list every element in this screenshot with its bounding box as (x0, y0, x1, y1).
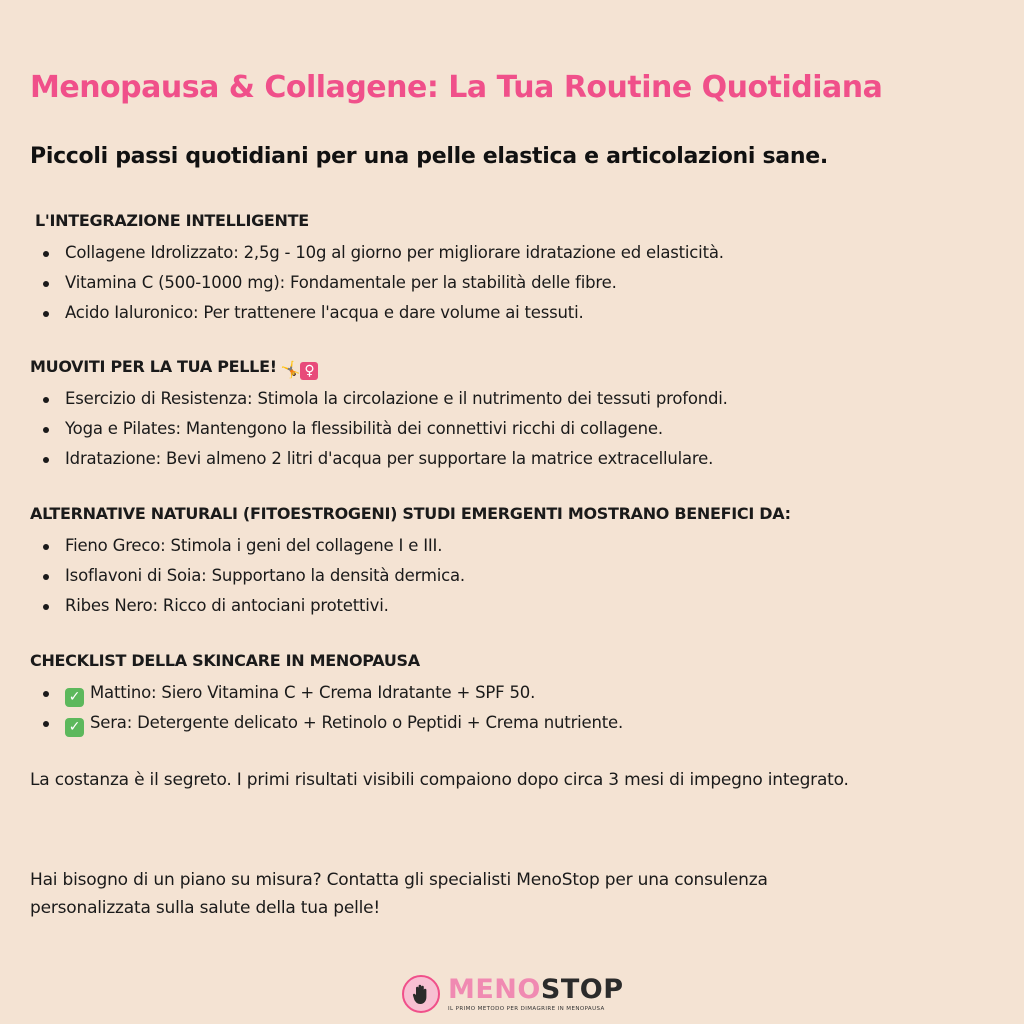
list-item: Idratazione: Bevi almeno 2 litri d'acqua per supportare la matrice extracellulare. (30, 444, 728, 474)
section-integrazione (30, 210, 724, 328)
section-heading: CHECKLIST DELLA SKINCARE IN MENOPAUSA (30, 651, 420, 670)
cta-line: personalizzata sulla salute della tua pelle! (30, 898, 381, 918)
check-mark-icon: ✓ (65, 688, 84, 707)
list-item (30, 708, 623, 738)
raised-hand-icon (402, 975, 440, 1013)
female-sign-icon: ♀ (300, 362, 318, 380)
consistency-note: La costanza è il segreto. I primi risultati visibili compaiono dopo circa 3 mesi di impegno integrato. (30, 770, 849, 790)
list-item: Ribes Nero: Ricco di antociani protettivi. (30, 591, 791, 621)
section-heading-text: MUOVITI PER LA TUA PELLE! (30, 357, 277, 376)
section-heading: ALTERNATIVE NATURALI (FITOESTROGENI) STUDI EMERGENTI MOSTRANO BENEFICI DA: (30, 504, 791, 523)
person-cartwheeling-icon: 🤸 (280, 360, 301, 379)
list-item: Esercizio di Resistenza: Stimola la circolazione e il nutrimento dei tessuti profondi. (30, 384, 728, 414)
bullet-list (30, 531, 791, 621)
section-heading: L'INTEGRAZIONE INTELLIGENTE (35, 211, 309, 230)
section-movimento (30, 356, 728, 474)
list-item-text: Mattino: Siero Vitamina C + Crema Idratante + SPF 50. (90, 683, 536, 702)
logo-tagline: IL PRIMO METODO PER DIMAGRIRE IN MENOPAUSA (448, 1006, 605, 1012)
logo-text (448, 975, 623, 1013)
list-item: Collagene Idrolizzato: 2,5g - 10g al giorno per migliorare idratazione ed elasticità. (30, 238, 724, 268)
bullet-list (30, 384, 728, 474)
list-item (30, 678, 623, 708)
check-mark-icon: ✓ (65, 718, 84, 737)
page-title: Menopausa & Collagene: La Tua Routine Quotidiana (30, 70, 883, 105)
section-fitoestrogeni (30, 503, 791, 621)
bullet-list (30, 238, 724, 328)
cta-line: Hai bisogno di un piano su misura? Contatta gli specialisti MenoStop per una consulenza (30, 870, 768, 890)
list-item: Fieno Greco: Stimola i geni del collagene I e III. (30, 531, 791, 561)
list-item: Vitamina C (500-1000 mg): Fondamentale per la stabilità delle fibre. (30, 268, 724, 298)
logo-wordmark: MENOSTOP (448, 974, 624, 1005)
menostop-logo (402, 972, 623, 1016)
list-item: Isoflavoni di Soia: Supportano la densità dermica. (30, 561, 791, 591)
call-to-action (30, 866, 768, 922)
page-subtitle: Piccoli passi quotidiani per una pelle elastica e articolazioni sane. (30, 144, 828, 169)
list-item-text: Sera: Detergente delicato + Retinolo o Peptidi + Crema nutriente. (90, 713, 624, 732)
list-item: Yoga e Pilates: Mantengono la flessibilità dei connettivi ricchi di collagene. (30, 414, 728, 444)
bullet-list (30, 678, 623, 738)
section-checklist (30, 650, 623, 738)
list-item: Acido Ialuronico: Per trattenere l'acqua e dare volume ai tessuti. (30, 298, 724, 328)
section-heading (30, 356, 728, 378)
